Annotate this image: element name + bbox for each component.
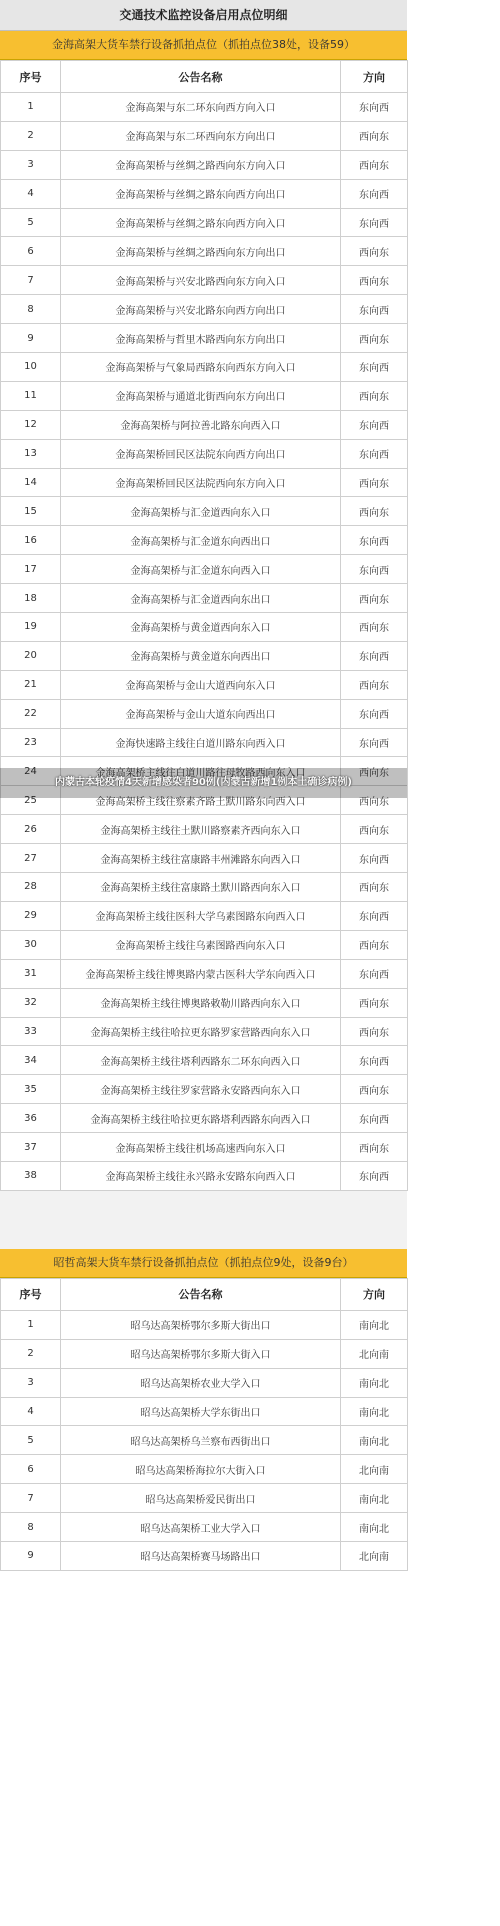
cell-name: 金海高架桥主线往永兴路永安路东向西入口 [61,1161,341,1190]
cell-name: 金海高架桥回民区法院东向西方向出口 [61,439,341,468]
cell-name: 金海高架桥与丝绸之路西向东方向出口 [61,237,341,266]
cell-direction: 东向西 [341,295,408,324]
column-header-seq: 序号 [1,61,61,93]
cell-name: 金海高架桥与汇金道西向东出口 [61,584,341,613]
cell-seq: 20 [1,641,61,670]
cell-name: 金海高架桥主线往富康路丰州滩路东向西入口 [61,844,341,873]
cell-name: 金海高架与东二环东向西方向入口 [61,93,341,122]
table-row [1,670,408,699]
cell-seq: 33 [1,1017,61,1046]
cell-name: 金海高架桥与黄金道西向东入口 [61,613,341,642]
cell-direction: 西向东 [341,121,408,150]
cell-seq: 2 [1,1339,61,1368]
cell-direction: 东向西 [341,959,408,988]
table-row [1,641,408,670]
cell-seq: 15 [1,497,61,526]
cell-name: 昭乌达高架桥农业大学入口 [61,1368,341,1397]
cell-name: 昭乌达高架桥乌兰察布西街出口 [61,1426,341,1455]
cell-name: 金海高架桥与气象局西路东向西东方向入口 [61,353,341,382]
group-1-table [0,60,408,1191]
cell-seq: 3 [1,1368,61,1397]
table-row [1,1484,408,1513]
table-row [1,1368,408,1397]
cell-seq: 1 [1,1310,61,1339]
cell-seq: 9 [1,1541,61,1570]
cell-name: 金海高架桥与哲里木路西向东方向出口 [61,324,341,353]
cell-name: 金海高架桥主线往塔利西路东二环东向西入口 [61,1046,341,1075]
cell-seq: 29 [1,901,61,930]
cell-name: 金海高架桥与金山大道西向东入口 [61,670,341,699]
column-header-name: 公告名称 [61,61,341,93]
group-1-header: 金海高架大货车禁行设备抓拍点位（抓拍点位38处，设备59） [0,31,407,60]
group-2-header: 昭哲高架大货车禁行设备抓拍点位（抓拍点位9处，设备9台） [0,1249,407,1278]
cell-name: 昭乌达高架桥工业大学入口 [61,1513,341,1542]
table-row [1,1310,408,1339]
cell-seq: 11 [1,381,61,410]
cell-direction: 东向西 [341,1161,408,1190]
table-row [1,324,408,353]
cell-direction: 西向东 [341,670,408,699]
cell-direction: 南向北 [341,1310,408,1339]
cell-seq: 31 [1,959,61,988]
cell-seq: 5 [1,208,61,237]
cell-seq: 17 [1,555,61,584]
cell-seq: 36 [1,1104,61,1133]
cell-direction: 东向西 [341,208,408,237]
table-row [1,1161,408,1190]
cell-name: 金海高架桥主线往土默川路察素齐西向东入口 [61,815,341,844]
table-row [1,439,408,468]
cell-name: 金海高架桥主线往富康路土默川路西向东入口 [61,873,341,902]
cell-direction: 南向北 [341,1484,408,1513]
cell-seq: 34 [1,1046,61,1075]
cell-name: 金海高架桥与汇金道东向西出口 [61,526,341,555]
cell-seq: 8 [1,1513,61,1542]
cell-name: 金海高架桥回民区法院西向东方向入口 [61,468,341,497]
cell-direction: 东向西 [341,353,408,382]
cell-direction: 东向西 [341,901,408,930]
cell-name: 金海高架桥与汇金道西向东入口 [61,497,341,526]
column-header-direction: 方向 [341,61,408,93]
table-row [1,1339,408,1368]
cell-seq: 14 [1,468,61,497]
cell-seq: 6 [1,237,61,266]
table-row [1,1017,408,1046]
cell-direction: 西向东 [341,1133,408,1162]
table-row [1,613,408,642]
cell-seq: 28 [1,873,61,902]
cell-seq: 5 [1,1426,61,1455]
cell-name: 昭乌达高架桥赛马场路出口 [61,1541,341,1570]
cell-seq: 23 [1,728,61,757]
cell-name: 金海高架桥主线往医科大学乌素图路东向西入口 [61,901,341,930]
cell-direction: 东向西 [341,439,408,468]
section-gap [0,1191,407,1249]
table-row [1,1397,408,1426]
table-row [1,526,408,555]
cell-direction: 东向西 [341,555,408,584]
cell-name: 金海高架桥主线往察素齐路土默川路东向西入口 [61,786,341,815]
cell-seq: 37 [1,1133,61,1162]
cell-seq: 38 [1,1161,61,1190]
cell-direction: 东向西 [341,526,408,555]
cell-direction: 北向南 [341,1339,408,1368]
cell-name: 金海高架桥主线往哈拉更东路罗家营路西向东入口 [61,1017,341,1046]
table-row [1,930,408,959]
watermark-caption: 内蒙古本轮疫情4天新增感染者90例(内蒙古新增1例本土确诊病例) [0,768,407,798]
cell-name: 金海高架桥与汇金道东向西入口 [61,555,341,584]
cell-seq: 22 [1,699,61,728]
cell-direction: 西向东 [341,1017,408,1046]
table-row [1,1133,408,1162]
cell-direction: 东向西 [341,699,408,728]
cell-seq: 8 [1,295,61,324]
cell-direction: 北向南 [341,1455,408,1484]
cell-seq: 9 [1,324,61,353]
cell-name: 金海高架桥与黄金道东向西出口 [61,641,341,670]
group-2 [0,1249,407,1571]
table-row [1,1104,408,1133]
table-row [1,699,408,728]
cell-seq: 16 [1,526,61,555]
group-1 [0,31,407,1191]
cell-seq: 35 [1,1075,61,1104]
cell-direction: 西向东 [341,468,408,497]
table-row [1,1426,408,1455]
cell-name: 金海高架桥主线往白道川路往母牧路西向东入口 [61,757,341,786]
cell-seq: 21 [1,670,61,699]
cell-seq: 4 [1,1397,61,1426]
table-row [1,555,408,584]
cell-name: 昭乌达高架桥大学东街出口 [61,1397,341,1426]
cell-direction: 东向西 [341,641,408,670]
table-row [1,728,408,757]
cell-seq: 25 [1,786,61,815]
cell-direction: 西向东 [341,988,408,1017]
cell-seq: 24 [1,757,61,786]
cell-direction: 西向东 [341,873,408,902]
cell-direction: 东向西 [341,179,408,208]
group-2-table [0,1278,408,1571]
cell-direction: 南向北 [341,1397,408,1426]
cell-direction: 东向西 [341,93,408,122]
column-header-seq: 序号 [1,1278,61,1310]
table-row [1,988,408,1017]
table-row [1,208,408,237]
cell-seq: 4 [1,179,61,208]
cell-name: 昭乌达高架桥海拉尔大街入口 [61,1455,341,1484]
table-row [1,873,408,902]
cell-direction: 东向西 [341,1046,408,1075]
cell-direction: 西向东 [341,381,408,410]
cell-direction: 西向东 [341,324,408,353]
table-row [1,266,408,295]
table-row [1,468,408,497]
table-row [1,179,408,208]
cell-direction: 东向西 [341,1104,408,1133]
cell-name: 金海快速路主线往白道川路东向西入口 [61,728,341,757]
cell-name: 金海高架桥与丝绸之路东向西方向出口 [61,179,341,208]
cell-direction: 西向东 [341,1075,408,1104]
cell-direction: 东向西 [341,728,408,757]
cell-name: 金海高架桥与丝绸之路东向西方向入口 [61,208,341,237]
cell-seq: 18 [1,584,61,613]
cell-seq: 12 [1,410,61,439]
cell-seq: 7 [1,266,61,295]
column-header-name: 公告名称 [61,1278,341,1310]
cell-direction: 西向东 [341,815,408,844]
cell-name: 金海高架桥与通道北街西向东方向出口 [61,381,341,410]
table-row [1,815,408,844]
table-row [1,121,408,150]
cell-name: 金海高架桥与兴安北路东向西方向出口 [61,295,341,324]
table-row [1,150,408,179]
table-row [1,497,408,526]
table-row [1,1541,408,1570]
cell-name: 金海高架与东二环西向东方向出口 [61,121,341,150]
table-row [1,584,408,613]
table-row [1,93,408,122]
cell-name: 金海高架桥主线往乌素图路西向东入口 [61,930,341,959]
cell-name: 金海高架桥与金山大道东向西出口 [61,699,341,728]
cell-direction: 西向东 [341,930,408,959]
cell-name: 金海高架桥主线往哈拉更东路塔利西路东向西入口 [61,1104,341,1133]
table-row [1,295,408,324]
cell-seq: 30 [1,930,61,959]
cell-direction: 西向东 [341,613,408,642]
cell-name: 昭乌达高架桥鄂尔多斯大街出口 [61,1310,341,1339]
table-row [1,844,408,873]
cell-direction: 东向西 [341,844,408,873]
table-row [1,1075,408,1104]
table-header-row [1,1278,408,1310]
cell-name: 金海高架桥主线往机场高速西向东入口 [61,1133,341,1162]
cell-name: 金海高架桥主线往罗家营路永安路西向东入口 [61,1075,341,1104]
table-row [1,959,408,988]
table-row [1,410,408,439]
table-row [1,901,408,930]
cell-name: 金海高架桥与丝绸之路西向东方向入口 [61,150,341,179]
cell-seq: 26 [1,815,61,844]
cell-direction: 西向东 [341,584,408,613]
table-row [1,237,408,266]
cell-direction: 西向东 [341,786,408,815]
cell-seq: 10 [1,353,61,382]
cell-seq: 1 [1,93,61,122]
cell-direction: 西向东 [341,237,408,266]
cell-direction: 西向东 [341,497,408,526]
document-title: 交通技术监控设备启用点位明细 [0,0,407,31]
cell-seq: 2 [1,121,61,150]
cell-direction: 南向北 [341,1513,408,1542]
table-row [1,1455,408,1484]
cell-name: 昭乌达高架桥鄂尔多斯大街入口 [61,1339,341,1368]
cell-direction: 南向北 [341,1426,408,1455]
cell-name: 昭乌达高架桥爱民街出口 [61,1484,341,1513]
table-row [1,353,408,382]
cell-seq: 19 [1,613,61,642]
cell-name: 金海高架桥主线往博奥路敕勒川路西向东入口 [61,988,341,1017]
table-row [1,1513,408,1542]
table-row [1,381,408,410]
cell-direction: 西向东 [341,266,408,295]
cell-seq: 7 [1,1484,61,1513]
cell-direction: 西向东 [341,150,408,179]
cell-seq: 6 [1,1455,61,1484]
cell-seq: 27 [1,844,61,873]
cell-seq: 32 [1,988,61,1017]
cell-direction: 南向北 [341,1368,408,1397]
cell-direction: 东向西 [341,410,408,439]
cell-direction: 北向南 [341,1541,408,1570]
cell-name: 金海高架桥与阿拉善北路东向西入口 [61,410,341,439]
cell-name: 金海高架桥与兴安北路西向东方向入口 [61,266,341,295]
cell-seq: 13 [1,439,61,468]
cell-name: 金海高架桥主线往博奥路内蒙古医科大学东向西入口 [61,959,341,988]
table-row [1,1046,408,1075]
cell-direction: 西向东 [341,757,408,786]
table-header-row [1,61,408,93]
cell-seq: 3 [1,150,61,179]
column-header-direction: 方向 [341,1278,408,1310]
